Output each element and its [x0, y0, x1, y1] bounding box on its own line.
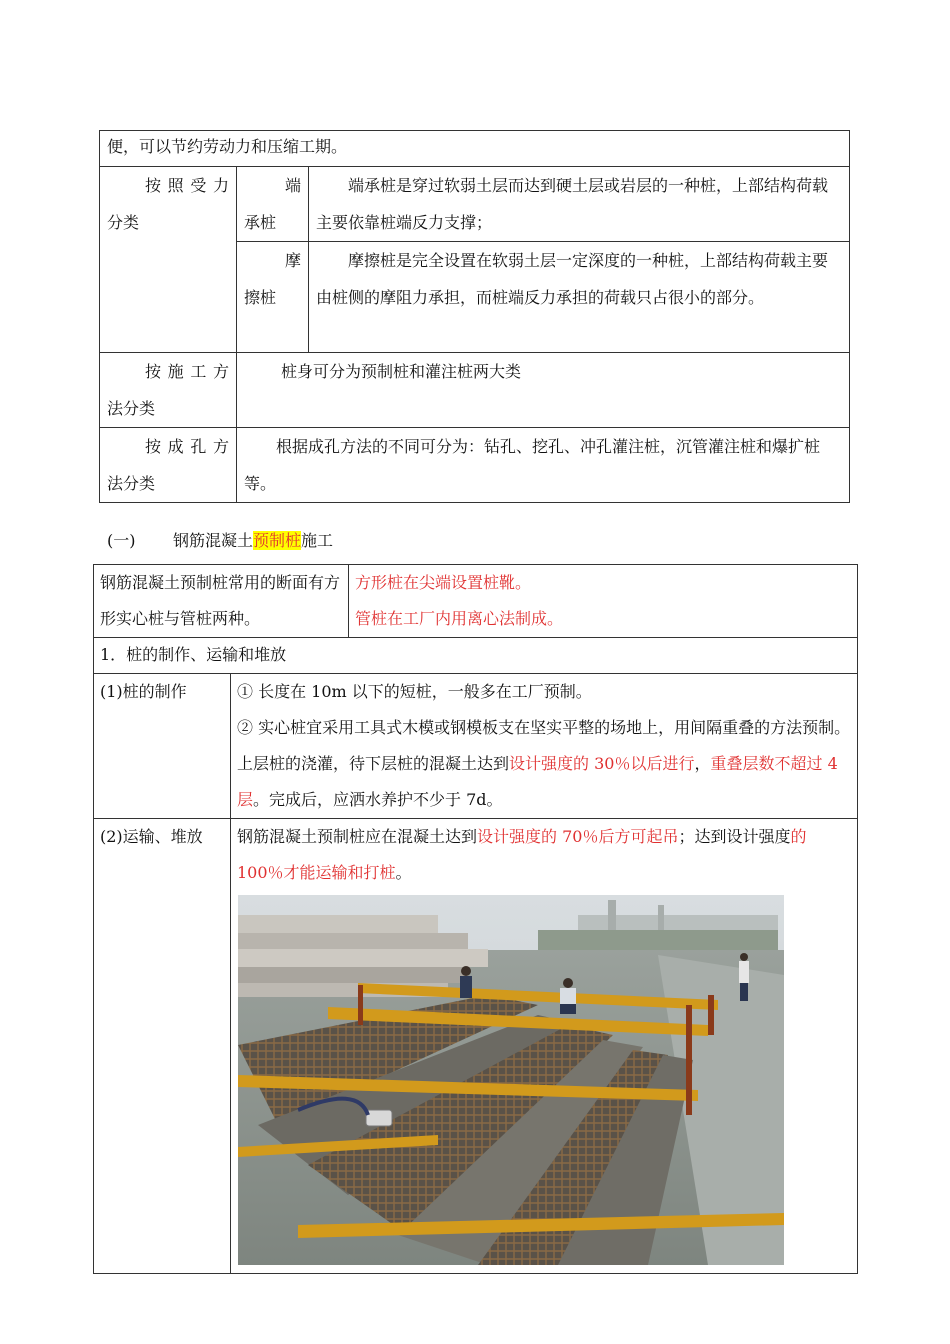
- category-label-line1: 按成孔方: [145, 437, 229, 456]
- production-item-1: ① 长度在 10m 以下的短桩，一般多在工厂预制。: [237, 682, 592, 701]
- precast-pile-yard-photo: [238, 895, 784, 1265]
- pile-type-cell: [237, 167, 309, 242]
- heading-highlight: 预制桩: [253, 531, 302, 550]
- table-row: [94, 565, 858, 638]
- table-row: [100, 428, 850, 503]
- transport-text-a: 钢筋混凝土预制桩应在混凝土达到: [237, 827, 478, 846]
- section-heading: [107, 530, 333, 552]
- category-cell: [100, 428, 237, 503]
- intro-right-line1: 方形桩在尖端设置桩靴。: [355, 573, 532, 592]
- table-row: [100, 353, 850, 428]
- pile-type-cell: [237, 242, 309, 353]
- intro-right-line2: 管桩在工厂内用离心法制成。: [355, 609, 564, 628]
- pile-desc-cell: 端承桩是穿过软弱土层而达到硬土层或岩层的一种桩，上部结构荷载主要依靠桩端反力支撑；: [309, 167, 850, 242]
- category-cell: [100, 353, 237, 428]
- production-item-2-text-b: ，: [694, 754, 711, 773]
- table-row: [100, 131, 850, 167]
- category-label-line2: 法分类: [107, 399, 156, 418]
- pile-classification-table: [99, 130, 850, 503]
- table-row: [94, 674, 858, 819]
- production-item-2-text-c: 。完成后，应洒水养护不少于 7d。: [253, 790, 503, 809]
- category-label-line2: 分类: [107, 213, 140, 232]
- production-content: [231, 674, 858, 819]
- continuation-text: 便，可以节约劳动力和压缩工期。: [100, 131, 850, 167]
- transport-emphasis-lift: 设计强度的 70％后方可起吊: [477, 827, 679, 846]
- transport-text-b: ；达到设计强度: [678, 827, 791, 846]
- heading-text-before: 钢筋混凝土: [173, 531, 254, 550]
- transport-emphasis-drive: 的 100％才能运输和打桩: [237, 827, 807, 882]
- production-emphasis-layers: 重叠层数不超过 4 层: [237, 754, 838, 809]
- table-row: [100, 167, 850, 242]
- production-emphasis-strength: 设计强度的 30％以后进行: [509, 754, 695, 773]
- precast-pile-table: [93, 564, 858, 1274]
- method-desc-cell: 桩身可分为预制桩和灌注桩两大类: [237, 353, 850, 428]
- category-label-line2: 法分类: [107, 474, 156, 493]
- transport-label: (2)运输、堆放: [94, 819, 231, 1274]
- pile-type-line2: 承桩: [244, 213, 277, 232]
- heading-text-after: 施工: [301, 531, 334, 550]
- transport-text: [237, 819, 851, 891]
- intro-right-cell: [349, 565, 858, 638]
- table-row: [94, 638, 858, 674]
- production-label: (1)桩的制作: [94, 674, 231, 819]
- pile-type-line1: 摩: [284, 251, 301, 270]
- pile-type-line1: 端: [284, 176, 301, 195]
- pile-desc-cell: 摩擦桩是完全设置在软弱土层一定深度的一种桩，上部结构荷载主要由桩侧的摩阻力承担，而桩端反力承担的荷载只占很小的部分。: [309, 242, 850, 353]
- category-label-line1: 按照受力: [145, 176, 229, 195]
- method-desc-cell: 根据成孔方法的不同可分为：钻孔、挖孔、冲孔灌注桩，沉管灌注桩和爆扩桩等。: [237, 428, 850, 503]
- intro-left-cell: 钢筋混凝土预制桩常用的断面有方形实心桩与管桩两种。: [94, 565, 349, 638]
- production-item-2-text-a: ② 实心桩宜采用工具式木模或钢模板支在坚实平整的场地上，用间隔重叠的方法预制。上层桩的浇灌，待下层桩的混凝土达到: [237, 718, 851, 773]
- pile-type-line2: 擦桩: [244, 288, 277, 307]
- transport-text-c: 。: [395, 863, 412, 882]
- transport-content: [231, 819, 858, 1274]
- production-item-2: [237, 710, 851, 818]
- section-number: (一): [107, 531, 136, 550]
- category-label-line1: 按施工方: [145, 362, 229, 381]
- table-row: [94, 819, 858, 1274]
- section-title: 1．桩的制作、运输和堆放: [94, 638, 858, 674]
- category-cell: [100, 167, 237, 353]
